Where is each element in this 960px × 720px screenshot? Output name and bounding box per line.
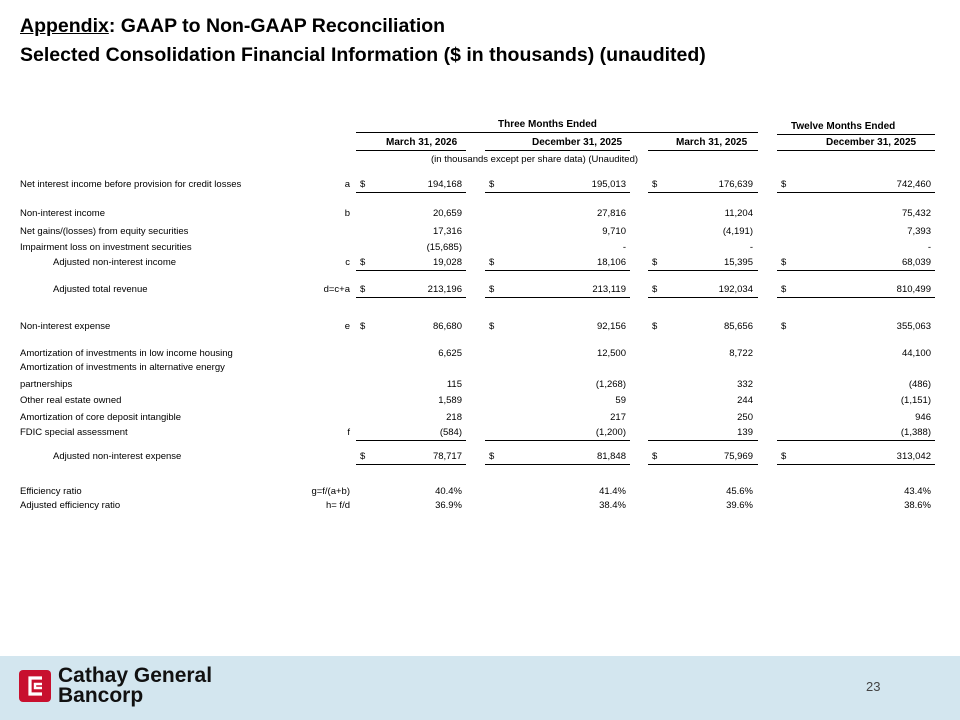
row-label: Amortization of investments in alternative energy xyxy=(20,362,225,373)
cell-underline xyxy=(485,440,630,441)
row-label: FDIC special assessment xyxy=(20,427,128,438)
cell-value: 18,106 xyxy=(596,257,626,268)
cell-value: 75,432 xyxy=(901,208,931,219)
cell-underline xyxy=(648,440,758,441)
cell-value: 17,316 xyxy=(432,226,462,237)
cell-value: 12,500 xyxy=(596,348,626,359)
table-row xyxy=(0,226,960,238)
slide-title-line2: Selected Consolidation Financial Information ($ in thousands) (unaudited) xyxy=(20,44,706,66)
cell-value: 81,848 xyxy=(596,451,626,462)
dollar-sign: $ xyxy=(489,179,495,190)
cell-underline xyxy=(777,464,935,465)
dollar-sign: $ xyxy=(489,284,495,295)
cell-underline xyxy=(356,192,466,193)
dollar-sign: $ xyxy=(489,257,495,268)
cell-value: 194,168 xyxy=(427,179,462,190)
cell-value: (1,268) xyxy=(595,379,626,390)
cell-value: 115 xyxy=(446,379,462,390)
cell-value: (1,200) xyxy=(595,427,626,438)
table-row xyxy=(0,362,960,374)
cell-value: 176,639 xyxy=(718,179,753,190)
dollar-sign: $ xyxy=(652,257,658,268)
table-row xyxy=(0,379,960,391)
cell-value: 213,196 xyxy=(427,284,462,295)
table-row xyxy=(0,284,960,296)
row-formula-code: c xyxy=(345,257,350,268)
cell-value: - xyxy=(749,242,753,253)
cell-value: 15,395 xyxy=(723,257,753,268)
cell-value: (1,388) xyxy=(900,427,931,438)
cell-value: 192,034 xyxy=(718,284,753,295)
row-label: Adjusted efficiency ratio xyxy=(20,500,121,511)
col-header-2: December 31, 2025 xyxy=(532,137,623,148)
col-rule-4 xyxy=(777,150,935,151)
dollar-sign: $ xyxy=(360,179,366,190)
row-formula-code: b xyxy=(344,208,350,219)
cell-value: 59 xyxy=(615,395,626,406)
dollar-sign: $ xyxy=(781,284,787,295)
row-formula-code: d=c+a xyxy=(323,284,350,295)
row-label: Net gains/(losses) from equity securities xyxy=(20,226,189,237)
cell-value: 78,717 xyxy=(432,451,462,462)
row-label: Non-interest expense xyxy=(20,321,111,332)
cell-value: 742,460 xyxy=(896,179,931,190)
row-label: Non-interest income xyxy=(20,208,106,219)
dollar-sign: $ xyxy=(360,257,366,268)
cell-value: 355,063 xyxy=(896,321,931,332)
dollar-sign: $ xyxy=(781,321,787,332)
cell-underline xyxy=(485,270,630,271)
cell-value: 85,656 xyxy=(723,321,753,332)
cell-value: 6,625 xyxy=(438,348,462,359)
table-row xyxy=(0,395,960,407)
row-label: Adjusted non-interest expense xyxy=(53,451,182,462)
cell-value: 9,710 xyxy=(602,226,626,237)
row-formula-code: e xyxy=(344,321,350,332)
row-label: Adjusted non-interest income xyxy=(53,257,177,268)
row-formula-code: h= f/d xyxy=(325,500,350,511)
cell-underline xyxy=(648,297,758,298)
row-label: Amortization of investments in low income housing xyxy=(20,348,233,359)
cell-value: 38.6% xyxy=(904,500,931,511)
cell-value: (584) xyxy=(439,427,462,438)
dollar-sign: $ xyxy=(652,284,658,295)
three-months-header: Three Months Ended xyxy=(498,119,597,130)
cell-underline xyxy=(356,464,466,465)
cell-underline xyxy=(485,192,630,193)
cell-value: 244 xyxy=(737,395,753,406)
cell-value: 1,589 xyxy=(438,395,462,406)
table-row xyxy=(0,257,960,269)
appendix-label: Appendix xyxy=(20,15,109,37)
cell-value: 45.6% xyxy=(726,486,753,497)
cell-value: - xyxy=(622,242,626,253)
cell-value: 27,816 xyxy=(596,208,626,219)
cell-value: 195,013 xyxy=(591,179,626,190)
cell-value: 946 xyxy=(915,412,931,423)
cell-value: - xyxy=(927,242,931,253)
company-name-line2: Bancorp xyxy=(58,684,144,707)
cell-value: 11,204 xyxy=(724,208,753,219)
cell-value: 7,393 xyxy=(907,226,931,237)
cell-value: 68,039 xyxy=(901,257,931,268)
cell-value: 213,119 xyxy=(592,284,626,295)
dollar-sign: $ xyxy=(360,321,366,332)
row-label: Adjusted total revenue xyxy=(53,284,148,295)
dollar-sign: $ xyxy=(360,451,366,462)
cell-value: (486) xyxy=(908,379,931,390)
cell-value: 38.4% xyxy=(599,500,626,511)
table-row xyxy=(0,486,960,498)
cell-underline xyxy=(648,464,758,465)
col-rule-2 xyxy=(485,150,630,151)
cell-value: 39.6% xyxy=(726,500,753,511)
cell-value: 8,722 xyxy=(729,348,753,359)
table-row xyxy=(0,321,960,333)
table-row xyxy=(0,179,960,191)
cell-underline xyxy=(356,440,466,441)
twelve-months-rule xyxy=(777,134,935,135)
cell-underline xyxy=(777,192,935,193)
table-row xyxy=(0,242,960,254)
table-row xyxy=(0,451,960,463)
cell-value: 86,680 xyxy=(432,321,462,332)
twelve-months-header: Twelve Months Ended xyxy=(791,121,896,132)
table-row xyxy=(0,427,960,439)
dollar-sign: $ xyxy=(781,179,787,190)
cell-value: (15,685) xyxy=(426,242,462,253)
col-rule-3 xyxy=(648,150,758,151)
page-number: 23 xyxy=(866,679,881,694)
dollar-sign: $ xyxy=(781,451,787,462)
cell-value: 250 xyxy=(737,412,753,423)
cell-underline xyxy=(777,270,935,271)
three-months-rule xyxy=(356,132,758,133)
col-header-3: March 31, 2025 xyxy=(676,137,748,148)
dollar-sign: $ xyxy=(652,321,658,332)
row-formula-code: f xyxy=(347,427,350,438)
cell-value: 40.4% xyxy=(435,486,462,497)
slide-title-line1 xyxy=(20,15,445,37)
cell-value: 332 xyxy=(737,379,753,390)
cell-value: 92,156 xyxy=(596,321,626,332)
dollar-sign: $ xyxy=(652,179,658,190)
dollar-sign: $ xyxy=(489,321,495,332)
row-label: Amortization of core deposit intangible xyxy=(20,412,182,423)
row-label: Net interest income before provision for credit losses xyxy=(20,179,242,190)
table-row xyxy=(0,412,960,424)
cell-value: 139 xyxy=(737,427,753,438)
table-row xyxy=(0,500,960,512)
cell-value: (4,191) xyxy=(722,226,753,237)
row-label: Impairment loss on investment securities xyxy=(20,242,192,253)
cell-underline xyxy=(648,192,758,193)
cell-underline xyxy=(356,297,466,298)
cell-underline xyxy=(777,297,935,298)
cell-value: 44,100 xyxy=(901,348,931,359)
cell-value: 75,969 xyxy=(723,451,753,462)
cell-value: 217 xyxy=(610,412,626,423)
cathay-logo-icon xyxy=(19,670,51,702)
cell-underline xyxy=(777,440,935,441)
table-row xyxy=(0,348,960,360)
cell-value: 810,499 xyxy=(896,284,931,295)
cell-underline xyxy=(485,464,630,465)
col-rule-1 xyxy=(356,150,466,151)
col-header-4: December 31, 2025 xyxy=(826,137,917,148)
cell-value: (1,151) xyxy=(900,395,931,406)
row-label: Efficiency ratio xyxy=(20,486,82,497)
cell-value: 313,042 xyxy=(896,451,931,462)
row-formula-code: g=f/(a+b) xyxy=(311,486,350,497)
cell-value: 19,028 xyxy=(432,257,462,268)
cell-value: 20,659 xyxy=(432,208,462,219)
col-header-1: March 31, 2026 xyxy=(386,137,458,148)
cell-value: 41.4% xyxy=(599,486,626,497)
dollar-sign: $ xyxy=(781,257,787,268)
title-rest: : GAAP to Non-GAAP Reconciliation xyxy=(108,15,446,37)
company-name xyxy=(58,666,212,706)
row-formula-code: a xyxy=(344,179,350,190)
cell-underline xyxy=(485,297,630,298)
cell-underline xyxy=(356,270,466,271)
cell-value: 43.4% xyxy=(904,486,931,497)
cell-underline xyxy=(648,270,758,271)
cell-value: 218 xyxy=(446,412,462,423)
row-label: Other real estate owned xyxy=(20,395,122,406)
cell-value: 36.9% xyxy=(435,500,462,511)
row-label: partnerships xyxy=(20,379,73,390)
table-row xyxy=(0,208,960,220)
dollar-sign: $ xyxy=(360,284,366,295)
units-note: (in thousands except per share data) (Unaudited) xyxy=(431,154,639,165)
dollar-sign: $ xyxy=(489,451,495,462)
company-name-line1: Cathay General xyxy=(58,664,213,687)
dollar-sign: $ xyxy=(652,451,658,462)
